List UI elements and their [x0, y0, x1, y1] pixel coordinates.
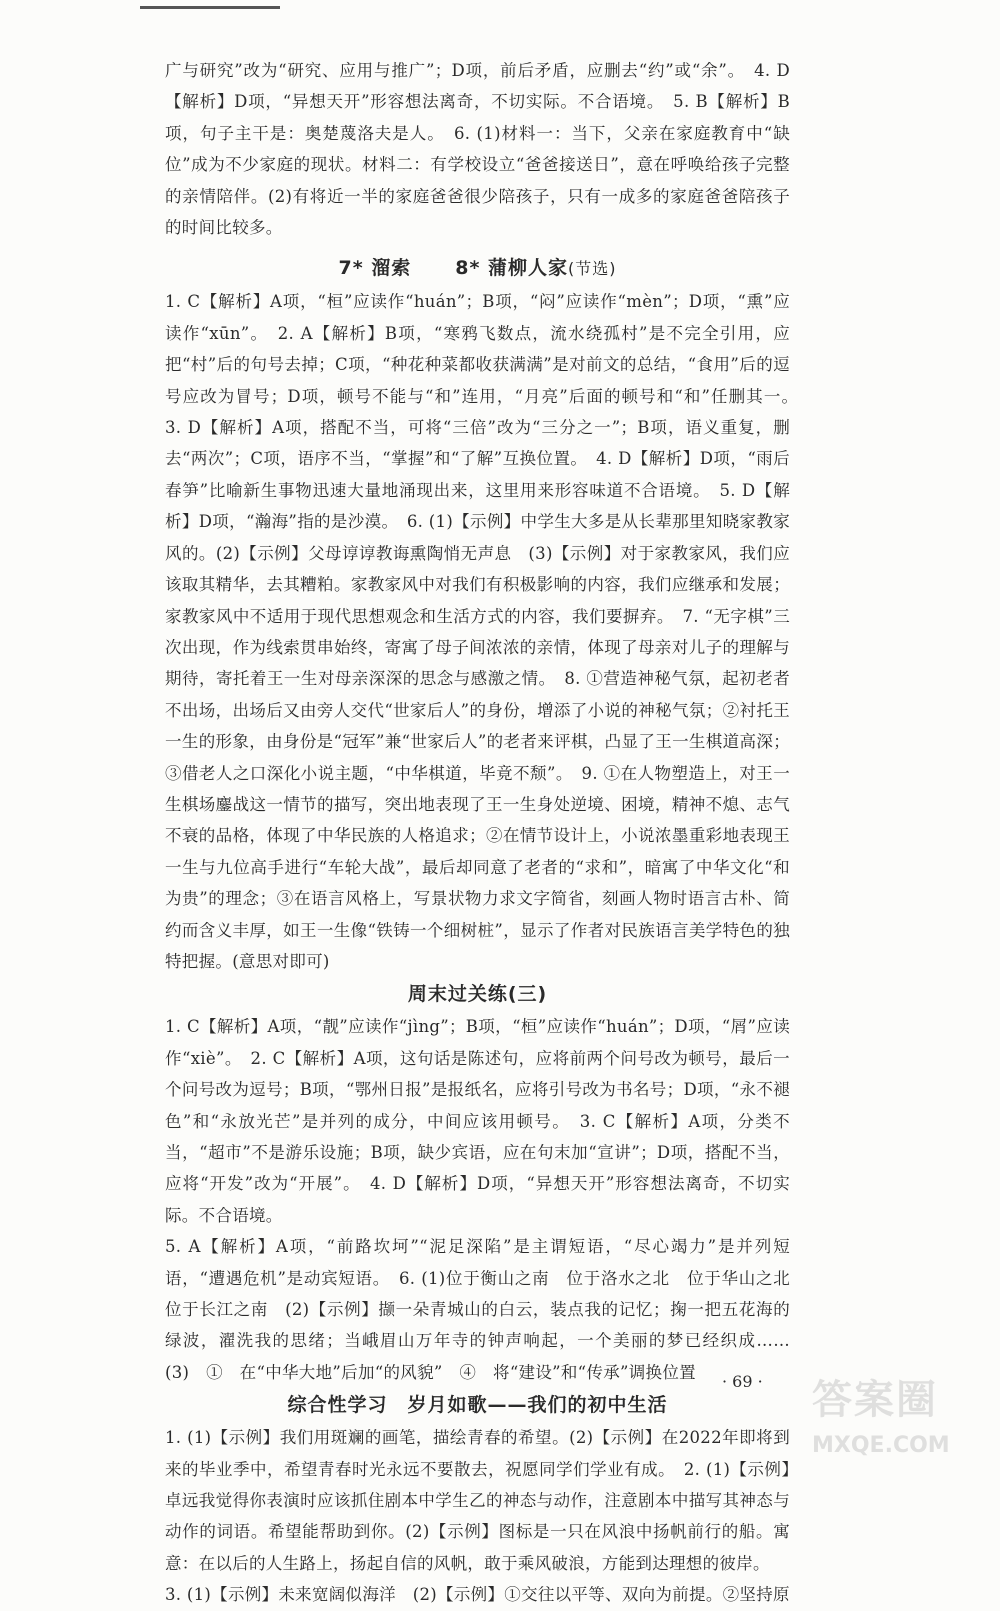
watermark-logo: 答案圈 — [812, 1377, 938, 1423]
lesson-8-note: (节选) — [568, 259, 617, 279]
comprehensive-answers-2: 3. (1)【示例】未来宽阔似海洋 (2)【示例】①交往以平等、双向为前提。②坚持原 — [165, 1585, 790, 1605]
lessons-7-8-answers: 1. C【解析】A项，“桓”应读作“huán”；B项，“闷”应读作“mèn”；D项，“熏”应读作“xūn”。 2. A【解析】B项，“寒鸦飞数点，流水绕孤村”是不完全引用，应把“村”后的句号去掉；C项，“种花种菜都收获满满”是对前文的总结，“食用”后的逗号应改为冒号；D项，顿号不能与“和”连用，“月亮”后面的顿号和“和”任删其一。 3. D【解析】A项，搭配不当，可将“三倍”改为“三分之一”；B项，语义重复，删去“两次”；C项，语序不当，“掌握”和“了解”互换位置。 4. D【解析】D项，“雨后春笋”比喻新生事物迅速大量地涌现出来，这里用来形容味道不合语境。 5. D【解析】D项，“瀚海”指的是沙漠。 6. (1)【示例】中学生大多是从长辈那里知晓家教家风的。(2)【示例】父母谆谆教诲熏陶悄无声息 (3)【示例】对于家教家风，我们应该取其精华，去其糟粕。家教家风中对我们有积极影响的内容，我们应继承和发展；家教家风中不适用于现代思想观念和生活方式的内容，我们要摒弃。 7. “无字棋”三次出现，作为线索贯串始终，寄寓了母子间浓浓的亲情，体现了母亲对儿子的理解与期待，寄托着王一生对母亲深深的思念与感激之情。 8. ①营造神秘气氛，起初老者不出场，出场后又由旁人交代“世家后人”的身份，增添了小说的神秘气氛；②衬托王一生的形象，由身份是“冠军”兼“世家后人”的老者来评棋，凸显了王一生棋道高深；③借老人之口深化小说主题，“中华棋道，毕竟不颓”。 9. ①在人物塑造上，对王一生棋场鏖战这一情节的描写，突出地表现了王一生身处逆境、困境，精神不熄、志气不衰的品格，体现了中华民族的人格追求；②在情节设计上，小说浓墨重彩地表现王一生与九位高手进行“车轮大战”，最后却同意了老者的“求和”，暗寓了中华文化“和为贵”的理念；③在语言风格上，写景状物力求文字简省，刻画人物时语言古朴、简约而含义丰厚，如王一生像“铁铸一个细树桩”，显示了作者对民族语言美学特色的独特把握。(意思对即可) — [165, 292, 807, 971]
section-title-lessons-7-8 — [165, 251, 790, 286]
section-title-weekend-practice: 周末过关练(三) — [407, 983, 548, 1006]
page-number: · 69 · — [722, 1372, 763, 1391]
section-title-comprehensive-study: 综合性学习 岁月如歌——我们的初中生活 — [287, 1394, 668, 1417]
lesson-8-title: 8* 蒲柳人家 — [455, 257, 569, 280]
watermark — [812, 1368, 982, 1463]
watermark-url: MXQE.COM — [812, 1433, 950, 1458]
intro-paragraph: 广与研究”改为“研究、应用与推广”；D项，前后矛盾，应删去“约”或“余”。 4. D【解析】D项，“异想天开”形容想法离奇，不切实际。不合语境。 5. B【解析】B项，句子主干是：奥楚蔑洛夫是人。 6. (1)材料一：当下，父亲在家庭教育中“缺位”成为不少家庭的现状。材料二：有学校设立“爸爸接送日”，意在呼唤给孩子完整的亲情陪伴。(2)有将近一半的家庭爸爸很少陪孩子，只有一成多的家庭爸爸陪孩子的时间比较多。 — [165, 61, 790, 238]
answer-page — [165, 55, 807, 1611]
comprehensive-answers-1: 1. (1)【示例】我们用斑斓的画笔，描绘青春的希望。(2)【示例】在2022年即将到来的毕业季中，希望青春时光永远不要散去，祝愿同学们学业有成。 2. (1)【示例】卓远我觉得你表演时应该抓住剧本中学生乙的神态与动作，注意剧本中描写其神态与动作的词语。希望能帮助到你。(2)【示例】图标是一只在风浪中扬帆前行的船。寓意：在以后的人生路上，扬起自信的风帆，敢于乘风破浪，方能到达理想的彼岸。 — [165, 1428, 790, 1573]
weekend-answers-1: 1. C【解析】A项，“靓”应读作“jìng”；B项，“桓”应读作“huán”；D项，“屑”应读作“xiè”。 2. C【解析】A项，这句话是陈述句，应将前两个问号改为顿号，最后一个问号改为逗号；B项，“鄂州日报”是报纸名，应将引号改为书名号；D项，“永不褪色”和“永放光芒”是并列的成分，中间应该用顿号。 3. C【解析】A项，分类不当，“超市”不是游乐设施；B项，缺少宾语，应在句末加“宣讲”；D项，搭配不当，应将“开发”改为“开展”。 4. D【解析】D项，“异想天开”形容想法离奇，不切实际。不合语境。 — [165, 1017, 790, 1225]
lesson-7-title: 7* 溜索 — [338, 257, 412, 280]
header-rule — [140, 6, 280, 9]
weekend-answers-2: 5. A【解析】A项，“前路坎坷”“泥足深陷”是主谓短语，“尽心竭力”是并列短语，“遭遇危机”是动宾短语。 6. (1)位于衡山之南 位于洛水之北 位于华山之北 位于长江之南 (2)【示例】撷一朵青城山的白云，装点我的记忆；掬一把五花海的绿波，濯洗我的思绪；当峨眉山万年寺的钟声响起，一个美丽的梦已经织成…… (3) ① 在“中华大地”后加“的风貌” ④ 将“建设”和“传承”调换位置 — [165, 1237, 807, 1382]
